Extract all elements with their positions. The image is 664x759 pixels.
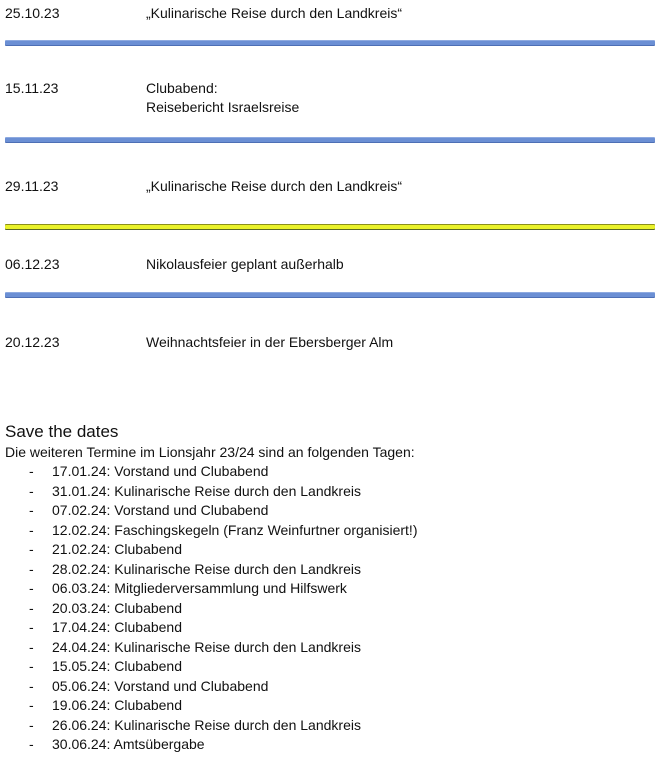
section-intro: Die weiteren Termine im Lionsjahr 23/24 sind an folgenden Tagen:: [5, 444, 415, 460]
list-item-text: 12.02.24: Faschingskegeln (Franz Weinfurtner organisiert!): [52, 521, 418, 538]
list-item: [0, 540, 664, 560]
bullet-dash: -: [29, 463, 34, 479]
list-item: [0, 560, 664, 580]
divider-blue: [5, 138, 655, 142]
list-item-text: 26.06.24: Kulinarische Reise durch den Landkreis: [52, 716, 361, 733]
list-item: [0, 638, 664, 658]
bullet-dash: -: [29, 658, 34, 674]
event-title: Clubabend:: [146, 80, 218, 96]
list-item: [0, 716, 664, 736]
event-title: „Kulinarische Reise durch den Landkreis“: [146, 5, 403, 21]
bullet-dash: -: [29, 599, 34, 616]
list-item: [0, 482, 664, 502]
list-item: [0, 579, 664, 599]
list-item: [0, 501, 664, 521]
list-item-text: 24.04.24: Kulinarische Reise durch den Landkreis: [52, 638, 361, 655]
section-heading: Save the dates: [5, 422, 119, 441]
list-item-text: 28.02.24: Kulinarische Reise durch den Landkreis: [52, 560, 361, 577]
list-item: [0, 677, 664, 697]
list-item: [0, 462, 664, 482]
list-item-text: 06.03.24: Mitgliederversammlung und Hilfswerk: [52, 580, 347, 596]
event-detail: Reisebericht Israelsreise: [146, 99, 300, 115]
divider-blue: [5, 41, 655, 45]
list-item: [0, 735, 664, 755]
list-item-text: 20.03.24: Clubabend: [52, 599, 182, 616]
list-item-text: 31.01.24: Kulinarische Reise durch den Landkreis: [52, 482, 361, 499]
event-date: 20.12.23: [5, 334, 60, 350]
bullet-dash: -: [29, 482, 34, 499]
dates-list: [0, 462, 664, 755]
bullet-dash: -: [29, 619, 34, 635]
event-title: Weihnachtsfeier in der Ebersberger Alm: [146, 334, 394, 350]
event-title: „Kulinarische Reise durch den Landkreis“: [146, 178, 403, 194]
divider-blue: [5, 293, 655, 297]
event-date: 25.10.23: [5, 5, 60, 21]
list-item-text: 15.05.24: Clubabend: [52, 658, 182, 674]
list-item-text: 05.06.24: Vorstand und Clubabend: [52, 677, 269, 694]
list-item: [0, 657, 664, 677]
list-item-text: 30.06.24: Amtsübergabe: [52, 736, 205, 752]
bullet-dash: -: [29, 541, 34, 557]
bullet-dash: -: [29, 580, 34, 596]
bullet-dash: -: [29, 502, 34, 518]
bullet-dash: -: [29, 697, 34, 713]
list-item: [0, 521, 664, 541]
list-item: [0, 696, 664, 716]
list-item-text: 17.01.24: Vorstand und Clubabend: [52, 463, 269, 479]
list-item-text: 07.02.24: Vorstand und Clubabend: [52, 502, 269, 518]
list-item: [0, 618, 664, 638]
event-date: 15.11.23: [5, 80, 59, 96]
event-date: 29.11.23: [5, 178, 59, 194]
bullet-dash: -: [29, 560, 34, 577]
list-item: [0, 599, 664, 619]
list-item-text: 21.02.24: Clubabend: [52, 541, 182, 557]
bullet-dash: -: [29, 716, 34, 733]
bullet-dash: -: [29, 736, 34, 752]
event-title: Nikolausfeier geplant außerhalb: [146, 256, 344, 272]
bullet-dash: -: [29, 638, 34, 655]
list-item-text: 17.04.24: Clubabend: [52, 619, 182, 635]
bullet-dash: -: [29, 521, 34, 538]
divider-yellow: [5, 225, 655, 229]
list-item-text: 19.06.24: Clubabend: [52, 697, 182, 713]
event-date: 06.12.23: [5, 256, 60, 272]
bullet-dash: -: [29, 677, 34, 694]
